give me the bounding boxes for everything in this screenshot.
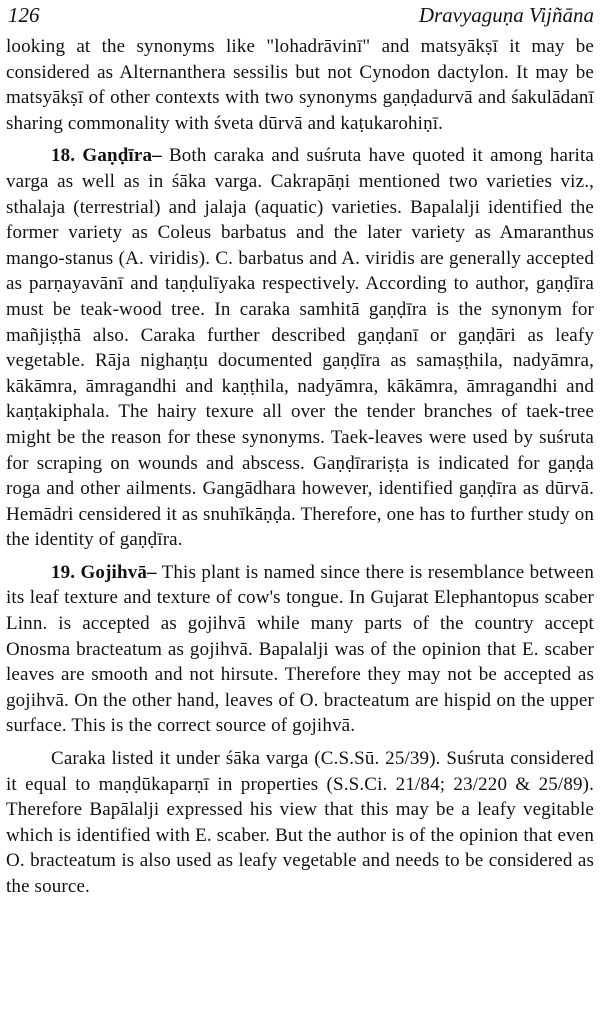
entry-heading-gandira: 18. Gaṇḍīra– (51, 145, 162, 167)
paragraph-gojihva (6, 560, 594, 739)
paragraph-text: Caraka listed it under śāka varga (C.S.Sū. 25/39). Suśruta considered it equal to maṇḍūkaparṇī in properties (S.S.Ci. 21/84; 23/220 & 25/89). Therefore Bapālalji expressed his view that this may be a leafy vegitable which is identified with E. scaber. But the author is of the opinion that even O. bracteatum is also used as leafy vegetable and needs to be considered as the source. (6, 748, 594, 897)
paragraph-intro (6, 34, 594, 136)
paragraph-text: This plant is named since there is resemblance between its leaf texture and texture of cow's tongue. In Gujarat Elephantopus scaber Linn. is accepted as gojihvā while many parts of the country accept Onosma bracteatum as gojihvā. Bapalalji was of the opinion that E. scaber leaves are smooth and not hirsute. Therefore they may not be accepted as gojihvā. On the other hand, leaves of O. bracteatum are hispid on the upper surface. This is the correct source of gojihvā. (6, 561, 594, 737)
page-body (6, 34, 594, 900)
paragraph-text: Both caraka and suśruta have quoted it among harita varga as well as in śāka varga. Cakrapāṇi mentioned two varieties viz., sthalaja (terrestrial) and jalaja (aquatic) varieties. Bapalalji identified the former variety as Coleus barbatus and the later variety as Amaranthus mango-stanus (A. viridis). C. barbatus and A. viridis are generally accepted as parṇayavānī and taṇḍulīyaka respectively. According to author, gaṇḍīra must be teak-wood tree. In caraka samhitā gaṇḍīra is the synonym for mañjiṣṭhā also. Caraka further described gaṇḍanī or gaṇḍāri as leafy vegetable. Rāja nighaṇṭu documented gaṇḍīra as samaṣṭhila, nadyāmra, kākāmra, āmragandhi and kaṇṭhila, nadyāmra, kākāmra, āmragandhi and kaṇṭakiphala. The hairy texure all over the tender branches of taek-tree might be the reason for these synonyms. Taek-leaves were used by suśruta for scraping on wounds and abscess. Gaṇḍīrariṣṭa is indicated for gaṇḍa roga and other ailments. Gangādhara however, identified gaṇḍīra as dūrvā. Hemādri censidered it as snuhīkāṇḍa. Therefore, one has to further study on the identity of gaṇḍīra. (6, 145, 594, 551)
page-header (6, 0, 594, 34)
paragraph-text: looking at the synonyms like "lohadrāvinī" and matsyākṣī it may be considered as Alternanthera sessilis but not Cynodon dactylon. It may be matsyākṣī of other contexts with two synonyms gaṇḍadurvā and śakulādanī sharing commonality with śveta dūrvā and kaṭukarohiṇī. (6, 36, 594, 134)
entry-heading-gojihva: 19. Gojihvā– (51, 561, 157, 583)
page-number: 126 (8, 3, 40, 27)
running-title: Dravyaguṇa Vijñāna (418, 3, 594, 27)
paragraph-caraka (6, 746, 594, 900)
paragraph-gandira (6, 143, 594, 553)
